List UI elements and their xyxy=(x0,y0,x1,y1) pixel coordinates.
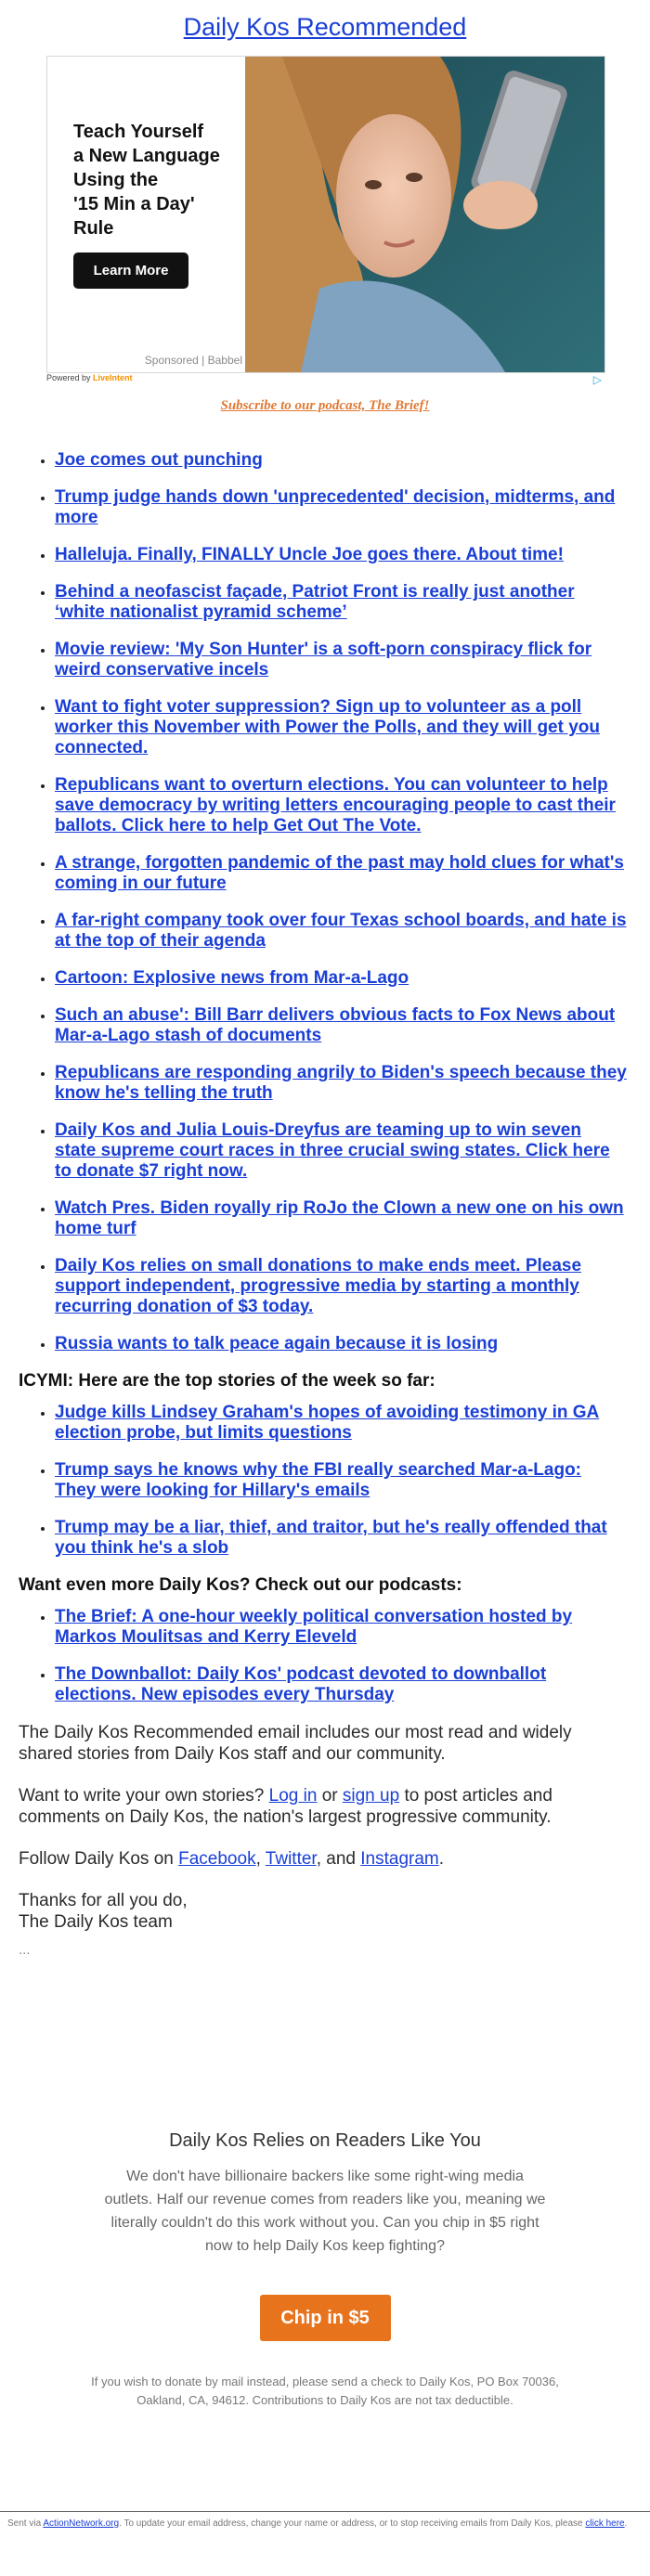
thanks-line: Thanks for all you do, xyxy=(19,1891,188,1910)
icymi-story-link[interactable]: Trump says he knows why the FBI really searched Mar-a-Lago: They were looking for Hillary's emails xyxy=(55,1460,582,1500)
list-item xyxy=(55,697,627,758)
ad-headline-line: '15 Min a Day' xyxy=(73,194,195,214)
story-link[interactable]: Trump judge hands down 'unprecedented' decision, midterms, and more xyxy=(55,487,616,527)
list-item xyxy=(55,1005,627,1046)
unsubscribe-link[interactable]: click here xyxy=(585,2518,625,2529)
twitter-link[interactable]: Twitter xyxy=(265,1849,317,1869)
actionnetwork-link[interactable]: ActionNetwork.org xyxy=(43,2518,120,2529)
story-link[interactable]: A strange, forgotten pandemic of the past may hold clues for what's coming in our future xyxy=(55,853,624,893)
signup-link[interactable]: sign up xyxy=(342,1786,400,1806)
instagram-link[interactable]: Instagram xyxy=(360,1849,439,1869)
ad-photo xyxy=(245,57,604,372)
story-link[interactable]: Daily Kos and Julia Louis-Dreyfus are teaming up to win seven state supreme court races in three crucial swing states. Click here to donate $7 right now. xyxy=(55,1120,610,1181)
appeal-body: We don't have billionaire backers like some right-wing media outlets. Half our revenue comes from readers like you, meaning we literally couldn't do this work without you. Can you chip in $5 right now to help Daily Kos keep fighting? xyxy=(104,2168,546,2254)
main-content xyxy=(19,450,627,1958)
follow-paragraph xyxy=(19,1848,627,1870)
podcast-banner xyxy=(0,397,650,414)
podcasts-heading: Want even more Daily Kos? Check out our podcasts: xyxy=(19,1575,462,1595)
period: . xyxy=(438,1849,445,1869)
story-link[interactable]: Want to fight voter suppression? Sign up to volunteer as a poll worker this November with Power the Polls, and they will get you connected. xyxy=(55,697,601,757)
sent-via-label: Sent via xyxy=(7,2518,42,2529)
ad-headline-line: a New Language xyxy=(73,146,220,166)
ad-sponsor-label: Sponsored | Babbel xyxy=(144,354,242,367)
list-item xyxy=(55,640,627,680)
list-item xyxy=(55,1334,627,1354)
facebook-link[interactable]: Facebook xyxy=(178,1849,256,1869)
signoff xyxy=(19,1890,627,1933)
trimmed-content-ellipsis[interactable]: ... xyxy=(19,1942,31,1958)
follow-prefix: Follow Daily Kos on xyxy=(19,1849,174,1869)
podcast-link[interactable]: The Brief: A one-hour weekly political conversation hosted by Markos Moulitsas and Kerry Eleveld xyxy=(55,1607,573,1647)
story-link[interactable]: Movie review: 'My Son Hunter' is a soft-porn conspiracy flick for weird conservative incels xyxy=(55,640,592,680)
advertisement[interactable] xyxy=(46,56,605,373)
list-item xyxy=(55,1607,627,1648)
ad-text-panel xyxy=(47,57,245,372)
list-item xyxy=(55,1460,627,1501)
footer-text: . To update your email address, change your name or address, or to stop receiving emails from Daily Kos, please xyxy=(119,2518,583,2529)
ad-headline-line: Teach Yourself xyxy=(73,122,204,142)
login-link[interactable]: Log in xyxy=(268,1786,318,1806)
about-paragraph: The Daily Kos Recommended email includes our most read and widely shared stories from Daily Kos staff and our community. xyxy=(19,1723,572,1764)
team-line: The Daily Kos team xyxy=(19,1912,173,1932)
write-suffix: to post articles and comments on Daily Kos, the nation's largest progressive community. xyxy=(19,1786,552,1827)
list-item xyxy=(55,1518,627,1559)
list-item xyxy=(55,853,627,894)
story-link[interactable]: Republicans want to overturn elections. You can volunteer to help save democracy by writing letters encouraging people to cast their ballots. Click here to help Get Out The Vote. xyxy=(55,775,616,835)
adchoices-icon[interactable]: ▷ xyxy=(592,373,602,386)
podcast-subscribe-link[interactable]: Subscribe to our podcast, The Brief! xyxy=(220,398,430,413)
mail-donation-note: If you wish to donate by mail instead, please send a check to Daily Kos, PO Box 70036, Oakland, CA, 94612. Contributions to Daily Kos are not tax deductible. xyxy=(91,2375,559,2407)
list-item xyxy=(55,450,627,471)
ad-headline-line: Rule xyxy=(73,218,114,239)
recommended-stories-list xyxy=(19,450,627,1354)
icymi-story-link[interactable]: Trump may be a liar, thief, and traitor, but he's really offended that you think he's a slob xyxy=(55,1518,607,1558)
podcasts-list xyxy=(19,1607,627,1705)
podcast-link[interactable]: The Downballot: Daily Kos' podcast devoted to downballot elections. New episodes every Thursday xyxy=(55,1664,547,1704)
story-link[interactable]: Watch Pres. Biden royally rip RoJo the Clown a new one on his own home turf xyxy=(55,1198,624,1238)
or-text: or xyxy=(321,1786,338,1806)
appeal-title: Daily Kos Relies on Readers Like You xyxy=(169,2130,481,2151)
icymi-heading: ICYMI: Here are the top stories of the week so far: xyxy=(19,1371,436,1391)
write-stories-paragraph xyxy=(19,1785,627,1828)
list-item xyxy=(55,968,627,989)
footer-divider xyxy=(0,2511,650,2512)
list-item xyxy=(55,1256,627,1317)
story-link[interactable]: Republicans are responding angrily to Biden's speech because they know he's telling the truth xyxy=(55,1063,627,1103)
donation-appeal xyxy=(0,2130,650,2410)
ad-headline xyxy=(73,120,240,240)
list-item xyxy=(55,775,627,836)
footer xyxy=(7,2518,643,2531)
write-prefix: Want to write your own stories? xyxy=(19,1786,265,1806)
story-link[interactable]: Halleluja. Finally, FINALLY Uncle Joe goes there. About time! xyxy=(55,545,564,564)
powered-by-label: Powered by xyxy=(46,373,91,382)
ad-footer xyxy=(46,373,605,386)
story-link[interactable]: Such an abuse': Bill Barr delivers obvious facts to Fox News about Mar-a-Lago stash of documents xyxy=(55,1005,616,1045)
story-link[interactable]: Cartoon: Explosive news from Mar-a-Lago xyxy=(55,968,410,988)
ad-learn-more-button[interactable]: Learn More xyxy=(73,252,188,289)
list-item xyxy=(55,1403,627,1443)
list-item xyxy=(55,487,627,528)
list-item xyxy=(55,582,627,623)
list-item xyxy=(55,1120,627,1182)
list-item xyxy=(55,1664,627,1705)
story-link[interactable]: Russia wants to talk peace again because it is losing xyxy=(55,1334,499,1353)
and-text: , and xyxy=(316,1849,356,1869)
chip-in-button[interactable]: Chip in $5 xyxy=(260,2295,391,2341)
comma: , xyxy=(255,1849,261,1869)
story-link[interactable]: Joe comes out punching xyxy=(55,450,263,470)
list-item xyxy=(55,1063,627,1104)
liveintent-logo[interactable]: LiveIntent xyxy=(93,373,133,382)
icymi-story-link[interactable]: Judge kills Lindsey Graham's hopes of avoiding testimony in GA election probe, but limits questions xyxy=(55,1403,600,1443)
icymi-list xyxy=(19,1403,627,1559)
story-link[interactable]: Daily Kos relies on small donations to make ends meet. Please support independent, progressive media by starting a monthly recurring donation of $3 today. xyxy=(55,1256,582,1316)
list-item xyxy=(55,545,627,565)
header xyxy=(0,0,650,56)
story-link[interactable]: Behind a neofascist façade, Patriot Front is really just another ‘white nationalist pyramid scheme’ xyxy=(55,582,575,622)
story-link[interactable]: A far-right company took over four Texas school boards, and hate is at the top of their agenda xyxy=(55,911,627,951)
list-item xyxy=(55,911,627,951)
header-title-link[interactable]: Daily Kos Recommended xyxy=(183,13,467,41)
ad-headline-line: Using the xyxy=(73,170,159,190)
footer-end: . xyxy=(624,2518,628,2529)
list-item xyxy=(55,1198,627,1239)
